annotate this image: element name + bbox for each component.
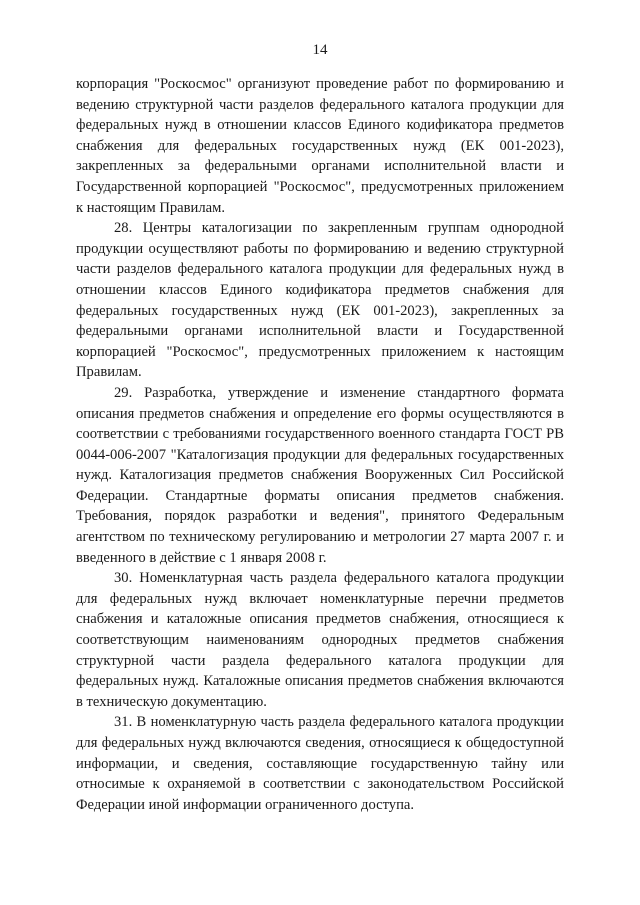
page-number: 14 [312,42,328,58]
paragraph-31: 31. В номенклатурную часть раздела федерального каталога продукции для федеральных нужд включаются сведения, относящиеся к общедоступной информации, и сведения, составляющие государственную тайну или относимые к охраняемой в соответствии с законодательством Российской Федерации иной информации ограниченного доступа. [76,714,564,813]
document-body [76,74,564,815]
paragraph-29: 29. Разработка, утверждение и изменение стандартного формата описания предметов снабжения и определение его формы осуществляются в соответствии с требованиями государственного военного стандарта ГОСТ РВ 0044-006-2007 "Каталогизация продукции для федеральных государственных нужд. Каталогизация предметов снабжения Вооруженных Сил Российской Федерации. Стандартные форматы описания предметов снабжения. Требования, порядок разработки и ведения", принятого Федеральным агентством по техническому регулированию и метрологии 27 марта 2007 г. и введенного в действие с 1 января 2008 г. [76,384,564,566]
paragraph-30: 30. Номенклатурная часть раздела федерального каталога продукции для федеральных нужд включает номенклатурные перечни предметов снабжения и каталожные описания предметов снабжения, относящиеся к соответствующим наименованиям однородных предметов снабжения структурной части раздела федерального каталога продукции для федеральных нужд. Каталожные описания предметов снабжения включаются в техническую документацию. [76,570,564,710]
paragraph-28: 28. Центры каталогизации по закрепленным группам однородной продукции осуществляют работы по формированию и ведению структурной части разделов федерального каталога продукции для федеральных нужд в отношении классов Единого кодификатора предметов снабжения для федеральных государственных нужд (ЕК 001-2023), закрепленных за федеральными органами исполнительной власти и Государственной корпорацией "Роскосмос", предусмотренных приложением к настоящим Правилам. [76,220,564,381]
paragraph-27-continued: корпорация "Роскосмос" организуют проведение работ по формированию и ведению структурной части разделов федерального каталога продукции для федеральных нужд в отношении классов Единого кодификатора предметов снабжения для федеральных государственных нужд (ЕК 001-2023), закрепленных за федеральными органами исполнительной власти и Государственной корпорацией "Роскосмос", предусмотренных приложением к настоящим Правилам. [76,76,564,216]
